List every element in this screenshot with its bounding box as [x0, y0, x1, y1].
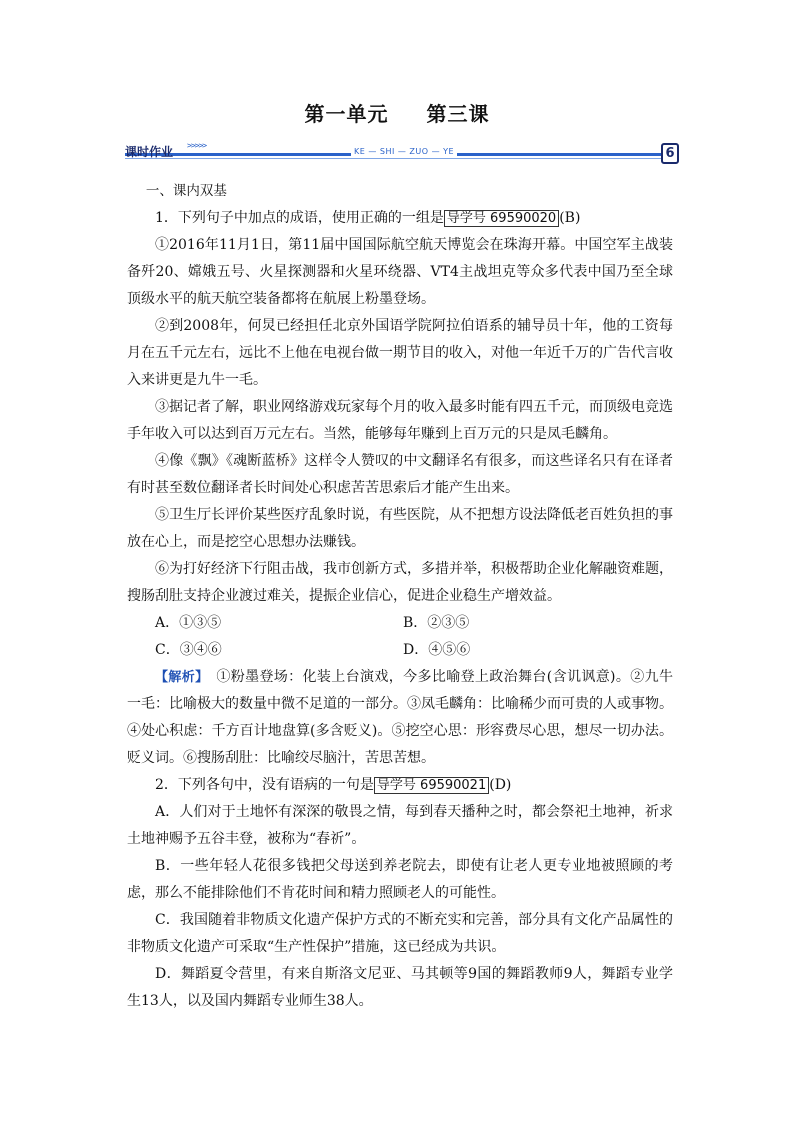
unit-title: 第一单元	[304, 102, 389, 126]
question-1-option-b: B．②③⑤	[403, 615, 470, 631]
question-1-stem: 1．下列句子中加点的成语，使用正确的一组是 导学号 69590020 (B)	[155, 210, 581, 226]
question-1-item: ⑥为打好经济下行阻击战，我市创新方式，多措并举，积极帮助企业化解融资难题，搜肠刮肚支持企业渡过难关，提振企业信心，促进企业稳生产增效益。	[127, 561, 673, 604]
question-1-analysis: 【解析】 ①粉墨登场：化装上台演戏，今多比喻登上政治舞台(含讥讽意)。②九牛一毛：比喻极大的数量中微不足道的一部分。③凤毛麟角：比喻稀少而可贵的人或事物。④处心积虑：千方百计地盘算(多含贬义)。⑤挖空心思：形容费尽心思，想尽一切办法。贬义词。⑥搜肠刮肚：比喻绞尽脑汁，苦思苦想。	[127, 669, 673, 766]
worksheet-content	[127, 178, 673, 1015]
question-1-item: ⑤卫生厅长评价某些医疗乱象时说，有些医院，从不把想方设法降低老百姓负担的事放在心上，而是挖空心思想办法赚钱。	[127, 507, 673, 550]
question-1-item: ③据记者了解，职业网络游戏玩家每个月的收入最多时能有四五千元，而顶级电竞选手年收入可以达到百万元左右。当然，能够每年赚到上百万元的只是凤毛麟角。	[127, 399, 673, 442]
question-1-id-box: 导学号 69590020	[444, 210, 559, 227]
question-1-item: ②到2008年，何炅已经担任北京外国语学院阿拉伯语系的辅导员十年，他的工资每月在五千元左右，远比不上他在电视台做一期节目的收入，对他一年近千万的广告代言收入来讲更是九牛一毛。	[127, 318, 673, 388]
question-1-options-row	[127, 610, 673, 637]
question-1-option-d: D．④⑤⑥	[403, 642, 471, 658]
section-heading: 一、课内双基	[145, 183, 227, 199]
question-2-option-d: D．舞蹈夏令营里，有来自斯洛文尼亚、马其顿等9国的舞蹈教师9人，舞蹈专业学生13人，以及国内舞蹈专业师生38人。	[127, 966, 673, 1009]
page-title	[0, 98, 794, 127]
question-1-item: ④像《飘》《魂断蓝桥》这样令人赞叹的中文翻译名有很多，而这些译名只有在译者有时甚至数位翻译者长时间处心积虑苦苦思索后才能产生出来。	[127, 453, 673, 496]
question-1-option-a: A．①③⑤	[155, 615, 222, 631]
question-1-options-row	[127, 637, 673, 664]
question-2-id-box: 导学号 69590021	[374, 777, 489, 794]
banner-number-badge: 6	[661, 143, 679, 164]
question-2-stem: 2．下列各句中，没有语病的一句是 导学号 69590021 (D)	[155, 777, 512, 793]
question-1-option-c: C．③④⑥	[155, 642, 222, 658]
question-2-option-c: C．我国随着非物质文化遗产保护方式的不断充实和完善，部分具有文化产品属性的非物质文化遗产可采取“生产性保护”措施，这已经成为共识。	[127, 912, 673, 955]
lesson-title: 第三课	[426, 102, 490, 126]
question-1-answer: (B)	[559, 210, 581, 226]
banner-arrows-icon: >>>>>	[187, 141, 207, 150]
banner-pinyin: KE — SHI — ZUO — YE	[351, 147, 457, 156]
banner-rule-thin	[125, 158, 661, 159]
analysis-label: 【解析】	[155, 670, 202, 685]
homework-banner	[125, 141, 681, 165]
question-2-answer: (D)	[489, 777, 512, 793]
question-2-option-b: B．一些年轻人花很多钱把父母送到养老院去，即使有让老人更专业地被照顾的考虑，那么不能排除他们不肯花时间和精力照顾老人的可能性。	[127, 858, 673, 901]
question-1-item: ①2016年11月1日，第11届中国国际航空航天博览会在珠海开幕。中国空军主战装备歼20、嫦娥五号、火星探测器和火星环绕器、VT4主战坦克等众多代表中国乃至全球顶级水平的航天航空装备都将在航展上粉墨登场。	[127, 237, 673, 307]
question-2-option-a: A．人们对于土地怀有深深的敬畏之情，每到春天播种之时，都会祭祀土地神，祈求土地神赐予五谷丰登，被称为“春祈”。	[127, 804, 673, 847]
banner-label: 课时作业	[125, 145, 174, 159]
